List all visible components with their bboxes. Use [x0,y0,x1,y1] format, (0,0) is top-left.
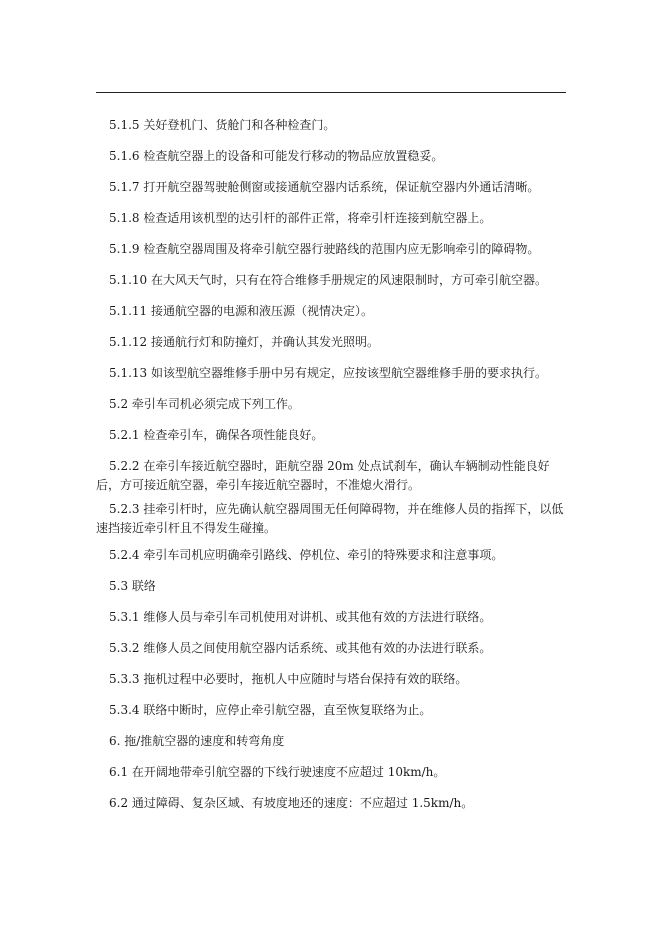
paragraph-5-3-2: 5.3.2 维修人员之间使用航空器内话系统、或其他有效的办法进行联系。 [109,641,492,655]
paragraph-5-1-8: 5.1.8 检查适用该机型的达引杆的部件正常，将牵引杆连接到航空器上。 [109,211,492,225]
paragraph-5-1-9: 5.1.9 检查航空器周围及将牵引航空器行驶路线的范围内应无影响牵引的障碍物。 [109,242,540,256]
paragraph-5-2-4: 5.2.4 牵引车司机应明确牵引路线、停机位、牵引的特殊要求和注意事项。 [109,548,504,562]
paragraph-5-1-13: 5.1.13 如该型航空器维修手册中另有规定，应按该型航空器维修手册的要求执行。 [109,366,547,380]
paragraph-5-2-3: 5.2.3 挂牵引杆时，应先确认航空器周围无任何障碍物，并在维修人员的指挥下，以低速挡接近牵引杆且不得发生碰撞。 [96,502,564,535]
paragraph-6-2: 6.2 通过障碍、复杂区域、有坡度地还的速度：不应超过 1.5km/h。 [109,796,474,810]
paragraph-5-2-2: 5.2.2 在牵引车接近航空器时，距航空器 20m 处点试刹车，确认车辆制动性能良好后，方可接近航空器，牵引车接近航空器时，不准熄火滑行。 [96,459,550,492]
section-heading-5-3: 5.3 联络 [109,579,156,593]
paragraph-5-1-7: 5.1.7 打开航空器驾驶舱侧窗或接通航空器内话系统，保证航空器内外通话清晰。 [109,180,540,194]
header-rule [96,92,566,93]
paragraph-5-3-4: 5.3.4 联络中断时，应停止牵引航空器，直至恢复联络为止。 [109,703,432,717]
section-heading-6: 6. 拖/推航空器的速度和转弯角度 [109,734,285,748]
paragraph-5-1-5: 5.1.5 关好登机门、货舱门和各种检查门。 [109,118,336,132]
paragraph-5-1-12: 5.1.12 接通航行灯和防撞灯，并确认其发光照明。 [109,335,379,349]
paragraph-5-1-11: 5.1.11 接通航空器的电源和液压源（视情决定）。 [109,304,373,318]
paragraph-5-2-1: 5.2.1 检查牵引车，确保各项性能良好。 [109,428,324,442]
paragraph-6-1: 6.1 在开阔地带牵引航空器的下线行驶速度不应超过 10km/h。 [109,765,446,779]
section-heading-5-2: 5.2 牵引车司机必须完成下列工作。 [109,397,300,411]
paragraph-5-3-1: 5.3.1 维修人员与牵引车司机使用对讲机、或其他有效的方法进行联络。 [109,610,492,624]
paragraph-5-1-10: 5.1.10 在大风天气时，只有在符合维修手册规定的风速限制时，方可牵引航空器。 [109,273,547,287]
paragraph-5-3-3: 5.3.3 拖机过程中必要时，拖机人中应随时与塔台保持有效的联络。 [109,672,468,686]
paragraph-5-1-6: 5.1.6 检查航空器上的设备和可能发行移动的物品应放置稳妥。 [109,149,444,163]
